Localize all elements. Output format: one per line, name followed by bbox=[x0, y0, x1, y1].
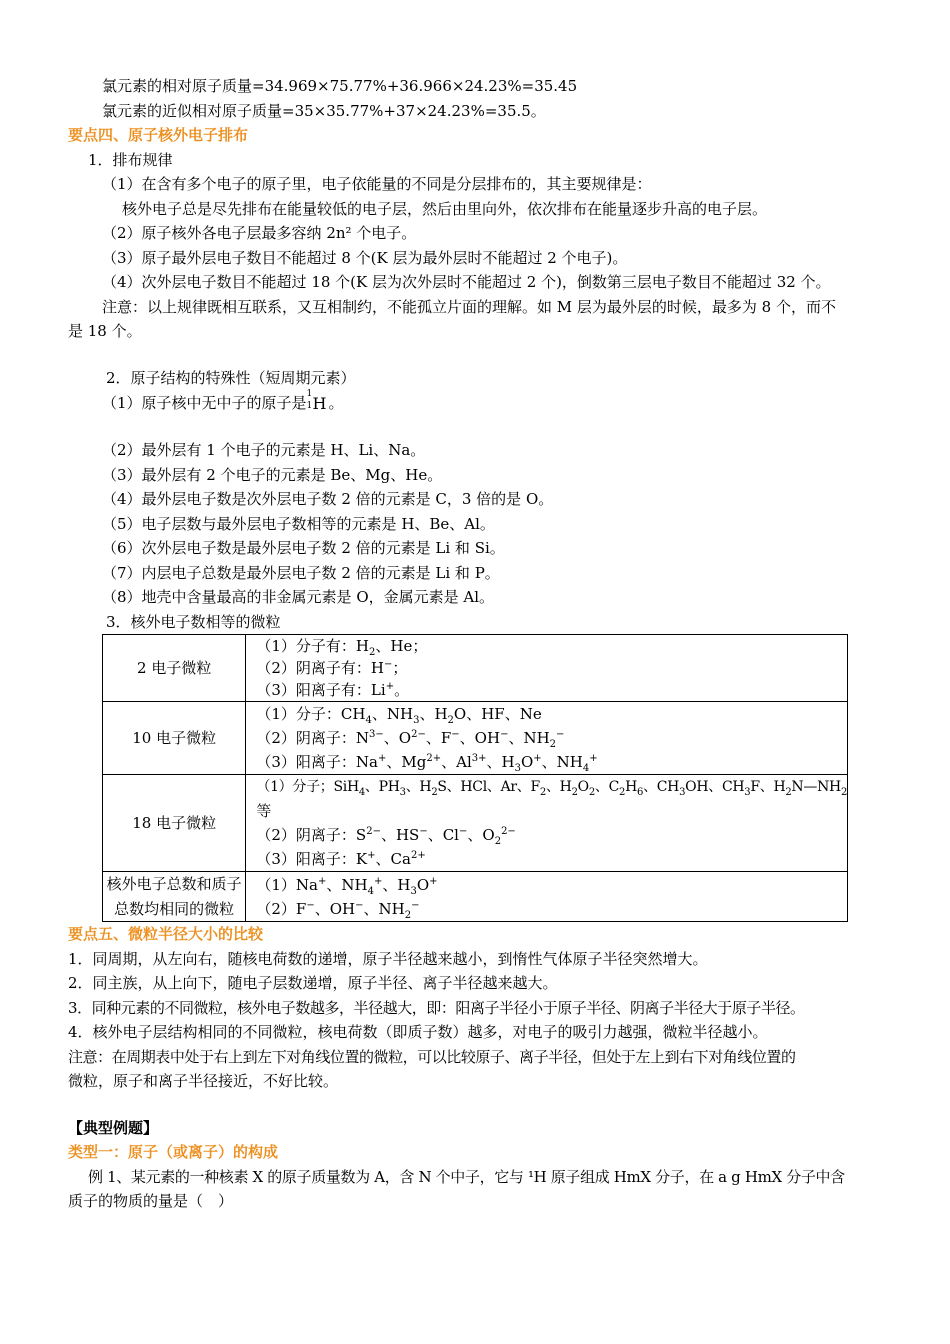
example-1-line-1: 例 1、某元素的一种核素 X 的原子质量数为 A，含 N 个中子，它与 ¹H 原子组成 HmX 分子，在 a g HmX 分子中含 bbox=[88, 1167, 845, 1186]
rules-note-2: 是 18 个。 bbox=[68, 322, 142, 340]
special-5: （5）电子层数与最外层电子数相等的元素是 H、Be、Al。 bbox=[102, 514, 495, 533]
document-page bbox=[68, 74, 884, 1214]
rules-title: 1．排布规律 bbox=[88, 150, 173, 169]
radius-rule-1: 1．同周期，从左向右，随核电荷数的递增，原子半径越来越小，到惰性气体原子半径突然增大。 bbox=[68, 949, 708, 968]
electron-particles-table bbox=[102, 634, 848, 922]
special-7: （7）内层电子总数是最外层电子数 2 倍的元素是 Li 和 P。 bbox=[102, 563, 500, 582]
row-label-18e: 18 电子微粒 bbox=[103, 775, 246, 872]
radius-note-1: 注意：在周期表中处于右上到左下对角线位置的微粒，可以比较原子、离子半径，但处于左上到右下对角线位置的 bbox=[68, 1047, 796, 1066]
rule-3: （3）原子最外层电子数目不能超过 8 个(K 层为最外层时不能超过 2 个电子)。 bbox=[102, 248, 628, 267]
special-title: 2．原子结构的特殊性（短周期元素） bbox=[106, 368, 356, 387]
rule-2: （2）原子核外各电子层最多容纳 2n² 个电子。 bbox=[102, 224, 417, 242]
row-content-2e bbox=[246, 635, 848, 702]
row-content-18e bbox=[246, 775, 848, 872]
table-row bbox=[103, 872, 848, 922]
example-1-line-2: 质子的物质的量是（ ） bbox=[68, 1192, 234, 1210]
10e-molecules: （1）分子：$CH_4$、$NH_3$、$H_2O$、HF、Ne bbox=[256, 705, 542, 726]
10e-cations: （3）阳离子：Na+、$Mg^{2+}$、$Al^{3+}$、$H_3O^+$、$NH_4^+$ bbox=[256, 753, 598, 774]
10e-anions: （2）阴离子：$N^{3-}$、$O^{2-}$、F−、OH−、$NH_2^-$ bbox=[256, 729, 565, 750]
rule-1-detail: 核外电子总是尽先排布在能量较低的电子层，然后由里向外，依次排布在能量逐步升高的电子层。 bbox=[122, 199, 768, 218]
special-1 bbox=[68, 390, 884, 424]
18e-cations: （3）阳离子：K+、$Ca^{2+}$ bbox=[256, 850, 426, 868]
special-6: （6）次外层电子数是最外层电子数 2 倍的元素是 Li 和 Si。 bbox=[102, 539, 505, 557]
section5-heading: 要点五、微粒半径大小的比较 bbox=[68, 925, 264, 943]
2e-molecules: （1）分子有：$H_2$、He； bbox=[256, 637, 428, 658]
table-row bbox=[103, 775, 848, 872]
type1-heading: 类型一：原子（或离子）的构成 bbox=[68, 1143, 279, 1161]
rule-4: （4）次外层电子数目不能超过 18 个(K 层为次外层时不能超过 2 个)，倒数第三层电子数目不能超过 32 个。 bbox=[102, 273, 831, 291]
radius-rule-3: 3．同种元素的不同微粒，核外电子数越多，半径越大，即：阳离子半径小于原子半径、阴离子半径大于原子半径。 bbox=[68, 998, 805, 1017]
same-cations: （1）Na+、$NH_4^+$、$H_3O^+$ bbox=[256, 875, 438, 897]
intro-line-2: 氯元素的近似相对原子质量=35×35.77%+37×24.23%=35.5。 bbox=[102, 101, 546, 120]
examples-heading: 【典型例题】 bbox=[68, 1118, 159, 1137]
rule-1: （1）在含有多个电子的原子里，电子依能量的不同是分层排布的，其主要规律是： bbox=[102, 175, 652, 193]
special-1-end: 。 bbox=[328, 394, 344, 412]
table-row bbox=[103, 635, 848, 702]
18e-anions: （2）阴离子：$S^{2-}$、HS−、Cl−、$O_2^{2-}$ bbox=[256, 826, 516, 847]
radius-rule-4: 4．核外电子层结构相同的不同微粒，核电荷数（即质子数）越多，对电子的吸引力越强，微粒半径越小。 bbox=[68, 1023, 768, 1041]
radius-note-2: 微粒，原子和离子半径接近，不好比较。 bbox=[68, 1072, 339, 1090]
row-content-same bbox=[246, 872, 848, 922]
row-content-10e bbox=[246, 702, 848, 775]
particles-title: 3．核外电子数相等的微粒 bbox=[106, 612, 281, 631]
18e-molecules: （1）分子；SiH$_4$、$PH_3$、$H_2S$、HCl、Ar、$F_2$、$H_2O_2$、$C_2H_6$、$CH_3OH$、$CH_3F$、$H_2N—NH_2$ bbox=[256, 779, 847, 798]
2e-cations: （3）阳离子有：Li+。 bbox=[256, 681, 410, 699]
row-label-10e: 10 电子微粒 bbox=[103, 702, 246, 775]
special-8: （8）地壳中含量最高的非金属元素是 O，金属元素是 Al。 bbox=[102, 588, 495, 606]
2e-anions: （2）阴离子有：H−； bbox=[256, 659, 408, 677]
18e-molecules-cont: 等 bbox=[256, 802, 272, 820]
table-row bbox=[103, 702, 848, 775]
row-label-2e: 2 电子微粒 bbox=[103, 635, 246, 702]
rules-note-1: 注意：以上规律既相互联系，又互相制约，不能孤立片面的理解。如 M 层为最外层的时候，最多为 8 个，而不 bbox=[102, 297, 836, 316]
row-label-same: 核外电子总数和质子 总数均相同的微粒 bbox=[103, 872, 246, 922]
special-1-text: （1）原子核中无中子的原子是 bbox=[102, 394, 307, 412]
section4-heading: 要点四、原子核外电子排布 bbox=[68, 126, 249, 144]
hydrogen-nuclide: 1 1 H bbox=[306, 389, 327, 413]
special-2: （2）最外层有 1 个电子的元素是 H、Li、Na。 bbox=[102, 441, 426, 459]
intro-line-1: 氯元素的相对原子质量=34.969×75.77%+36.966×24.23%=35.45 bbox=[102, 77, 578, 95]
special-3: （3）最外层有 2 个电子的元素是 Be、Mg、He。 bbox=[102, 465, 443, 484]
radius-rule-2: 2．同主族，从上向下，随电子层数递增，原子半径、离子半径越来越大。 bbox=[68, 974, 558, 992]
same-anions: （2）F−、OH−、$NH_2^-$ bbox=[256, 899, 420, 921]
special-4: （4）最外层电子数是次外层电子数 2 倍的元素是 C，3 倍的是 O。 bbox=[102, 490, 554, 508]
